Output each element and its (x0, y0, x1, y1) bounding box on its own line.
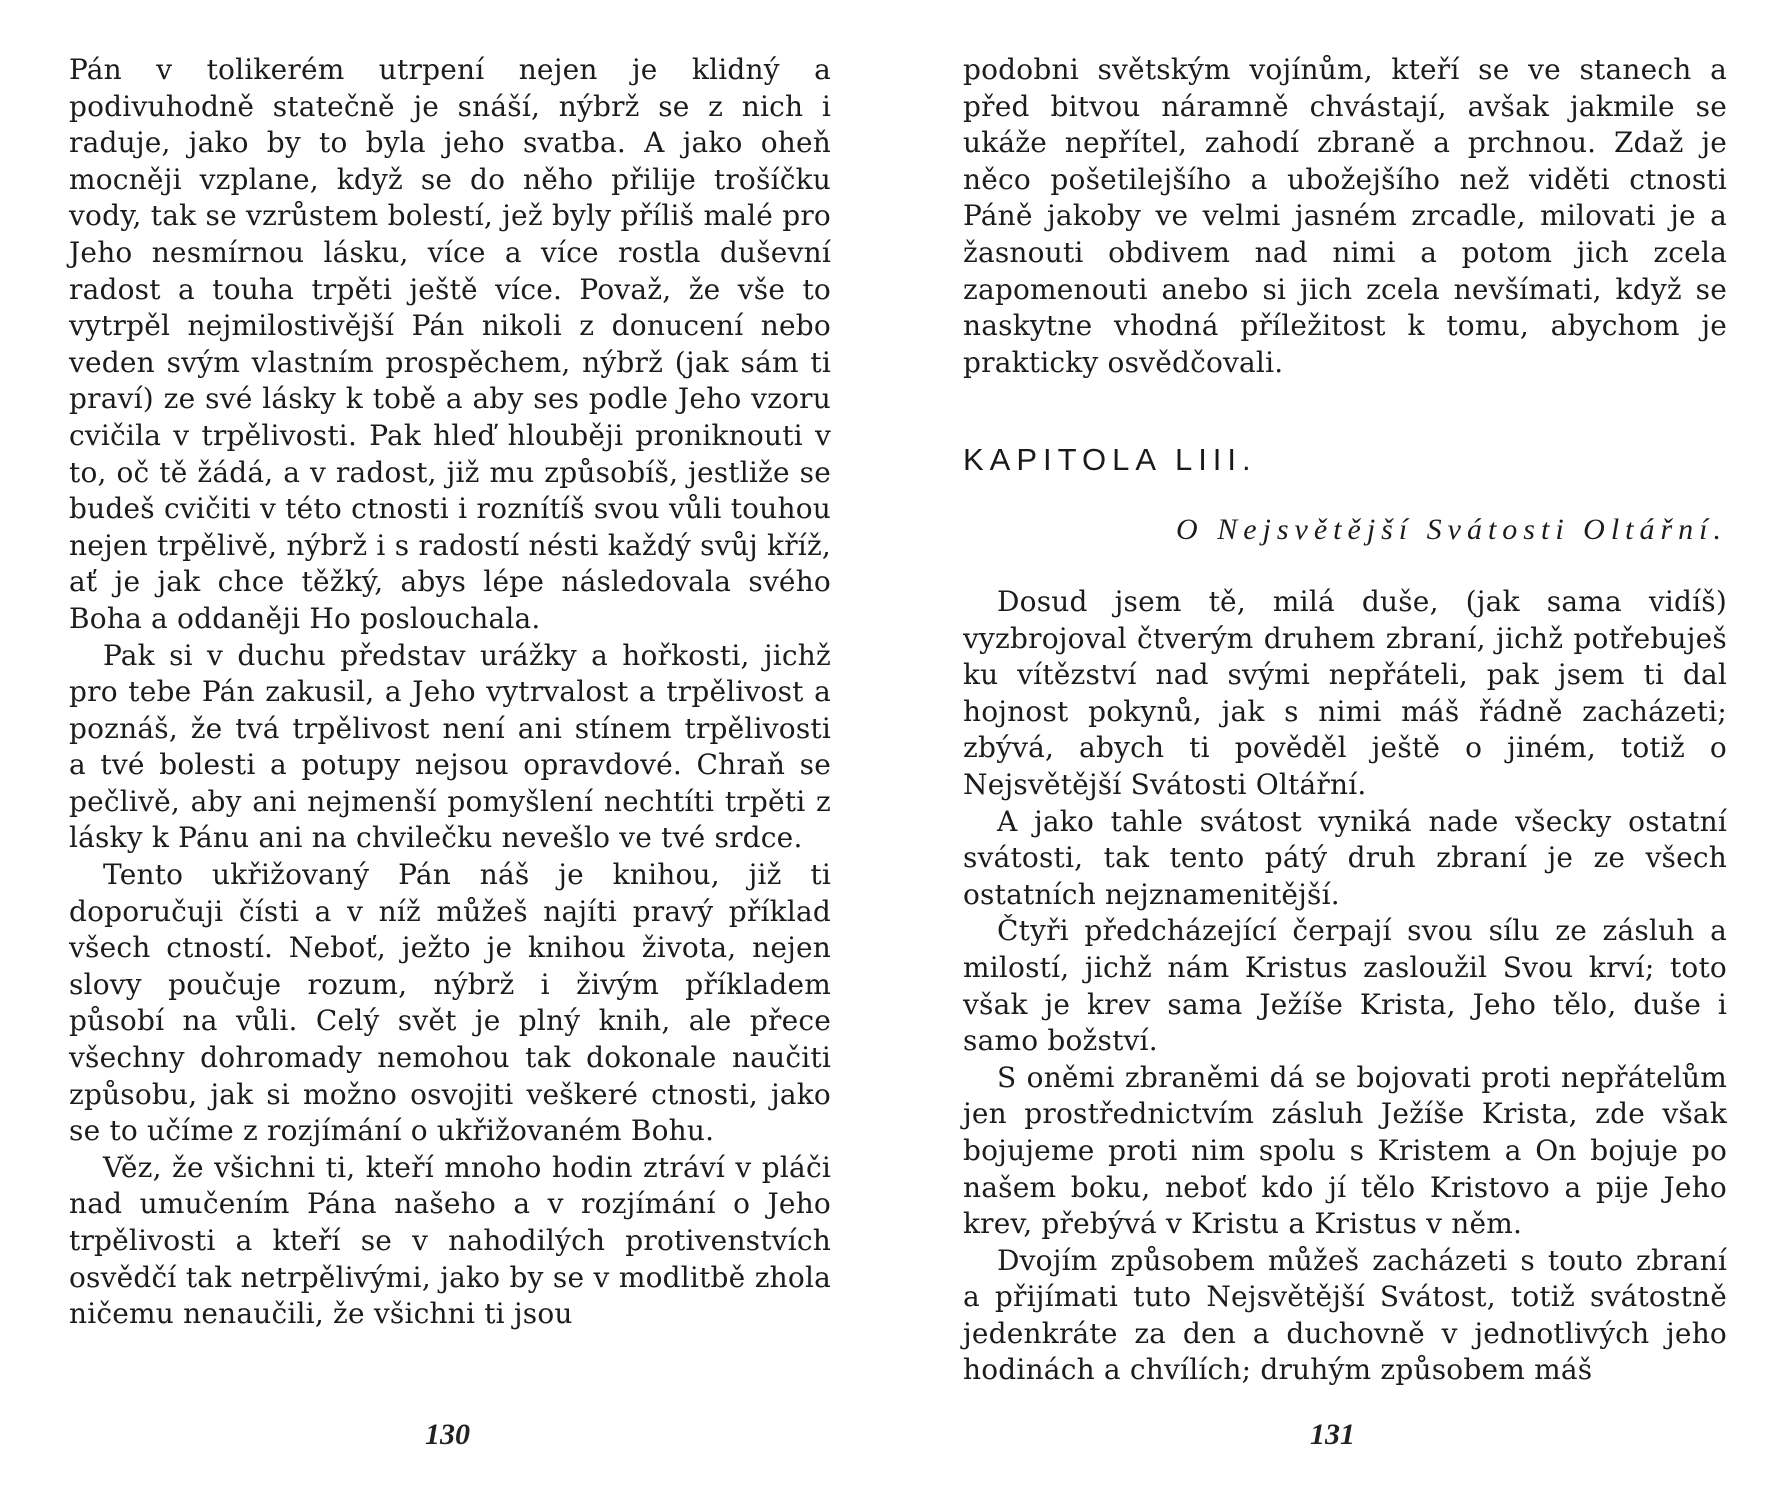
paragraph: Tento ukřižovaný Pán náš je knihou, již ti doporučuji čísti a v níž můžeš najíti pravý příklad všech ctností. Neboť, ježto je knihou života, nejen slovy poučuje rozum, nýbrž i živým příkladem působí na vůli. Celý svět je plný knih, ale přece všechny dohromady nemohou tak dokonale naučiti způsobu, jak si možno osvojiti veškeré ctnosti, jako se to učíme z rozjímání o ukřižovaném Bohu. (69, 858, 831, 1148)
right-page-text (963, 584, 1727, 1389)
paragraph: A jako tahle svátost vyniká nade všecky ostatní svátosti, tak tento pátý druh zbraní je ze všech ostatních nejznamenitější. (963, 804, 1727, 911)
page-number: 130 (425, 1418, 470, 1451)
paragraph: Věz, že všichni ti, kteří mnoho hodin ztráví v pláči nad umučením Pána našeho a v rozjímání o Jeho trpělivosti a kteří se v nahodilých protivenstvích osvědčí tak netrpělivými, jako by se v modlitbě zhola ničemu nenaučili, že všichni ti jsou (69, 1150, 831, 1331)
chapter-heading: KAPITOLA LIII. (963, 442, 1257, 477)
right-page (891, 0, 1782, 1500)
paragraph: Pak si v duchu představ urážky a hořkosti, jichž pro tebe Pán zakusil, a Jeho vytrvalost a trpělivost a poznáš, že tvá trpělivost není ani stínem trpělivosti a tvé bolesti a potupy nejsou opravdové. Chraň se pečlivě, aby ani nejmenší pomyšlení nechtíti trpěti z lásky k Pánu ani na chvilečku nevešlo ve tvé srdce. (69, 638, 831, 855)
paragraph: Dvojím způsobem můžeš zacházeti s touto zbraní a přijímati tuto Nejsvětější Svátost, totiž svátostně jedenkráte za den a duchovně v jednotlivých jeho hodinách a chvílích; druhým způsobem máš (963, 1243, 1727, 1387)
paragraph: podobni světským vojínům, kteří se ve stanech a před bitvou náramně chvástají, avšak jakmile se ukáže nepřítel, zahodí zbraně a prchnou. Zdaž je něco pošetilejšího a ubožejšího než viděti ctnosti Páně jakoby ve velmi jasném zrcadle, milovati je a žasnouti obdivem nad nimi a potom jich zcela zapomenouti anebo si jich zcela nevšímati, když se naskytne vhodná příležitost k tomu, abychom je prakticky osvědčovali. (963, 53, 1727, 379)
page-number: 131 (1310, 1418, 1355, 1451)
paragraph: Čtyři předcházející čerpají svou sílu ze zásluh a milostí, jichž nám Kristus zasloužil Svou krví; toto však je krev sama Ježíše Krista, Jeho tělo, duše i samo božství. (963, 914, 1727, 1058)
paragraph: Dosud jsem tě, milá duše, (jak sama vidíš) vyzbrojoval čtverým druhem zbraní, jichž potřebuješ ku vítězství nad svými nepřáteli, pak jsem ti dal hojnost pokynů, jak s nimi máš řádně zacházeti; zbývá, abych ti pověděl ještě o jiném, totiž o Nejsvětější Svátosti Oltářní. (963, 585, 1727, 801)
chapter-subtitle: O Nejsvětější Svátosti Oltářní. (1176, 513, 1727, 546)
left-page-text (69, 52, 831, 1333)
paragraph: Pán v tolikerém utrpení nejen je klidný a podivuhodně statečně je snáší, nýbrž se z nich i raduje, jako by to byla jeho svatba. A jako oheň mocněji vzplane, když se do něho přilije trošíčku vody, tak se vzrůstem bolestí, jež byly příliš malé pro Jeho nesmírnou lásku, více a více rostla duševní radost a touha trpěti ještě více. Považ, že vše to vytrpěl nejmilostivější Pán nikoli z donucení nebo veden svým vlastním prospěchem, nýbrž (jak sám ti praví) ze své lásky k tobě a aby ses podle Jeho vzoru cvičila v trpělivosti. Pak hleď hlouběji proniknouti v to, oč tě žádá, a v radost, již mu způsobíš, jestliže se budeš cvičiti v této ctnosti i roznítíš svou vůli touhou nejen trpělivě, nýbrž i s radostí nésti každý svůj kříž, ať je jak chce těžký, abys lépe následovala svého Boha a oddaněji Ho poslouchala. (69, 53, 831, 635)
paragraph: S oněmi zbraněmi dá se bojovati proti nepřátelům jen prostřednictvím zásluh Ježíše Krista, zde však bojujeme proti nim spolu s Kristem a On bojuje po našem boku, neboť kdo jí tělo Kristovo a pije Jeho krev, přebývá v Kristu a Kristus v něm. (963, 1060, 1727, 1241)
right-page-continuation (963, 52, 1727, 381)
